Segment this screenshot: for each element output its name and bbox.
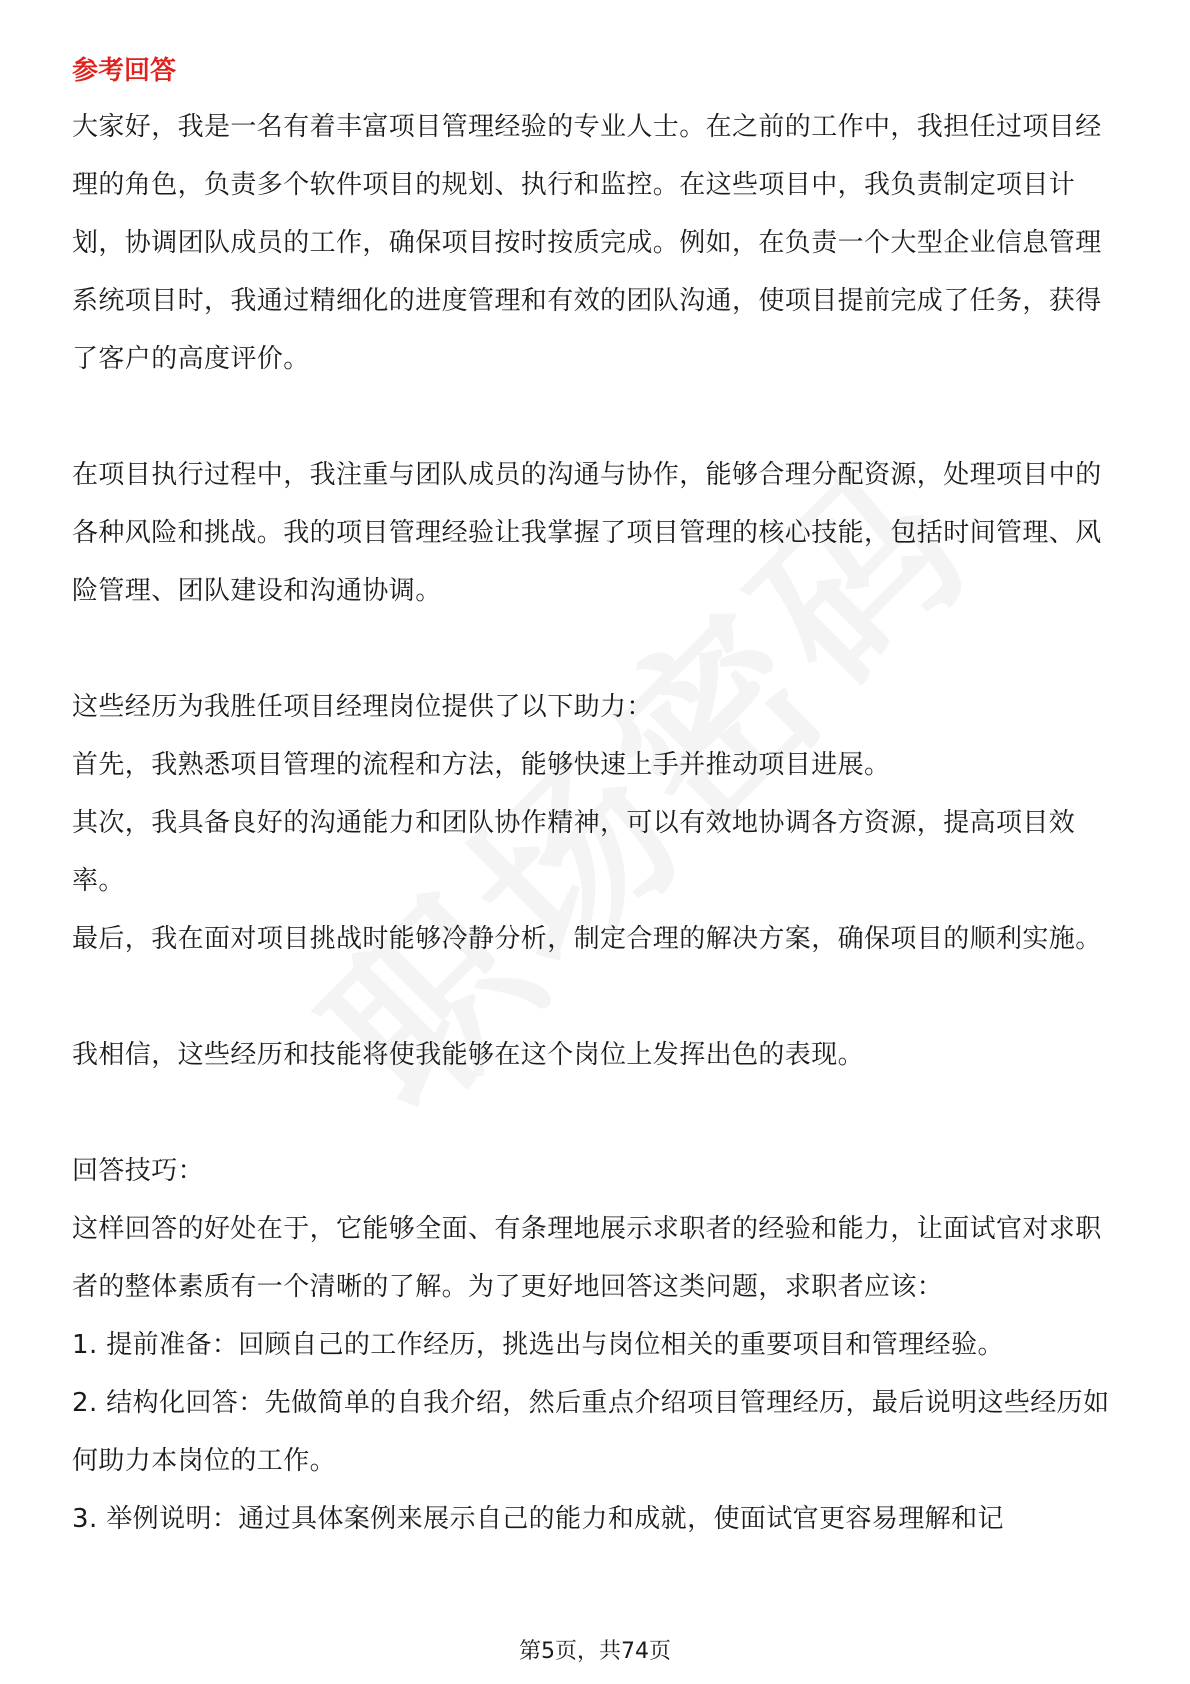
paragraph-gap [72,968,1122,1026]
answer-point-first: 首先，我熟悉项目管理的流程和方法，能够快速上手并推动项目进展。 [72,750,891,780]
tips-item-1: 1. 提前准备：回顾自己的工作经历，挑选出与岗位相关的重要项目和管理经验。 [72,1330,1004,1360]
paragraph-gap [72,1084,1122,1142]
tips-intro: 这样回答的好处在于，它能够全面、有条理地展示求职者的经验和能力，让面试官对求职者的整体素质有一个清晰的了解。为了更好地回答这类问题，求职者应该： [72,1214,1102,1302]
page-number: 第5页，共74页 [519,1639,671,1664]
page-content [72,52,1122,1548]
answer-paragraph-2: 在项目执行过程中，我注重与团队成员的沟通与协作，能够合理分配资源，处理项目中的各种风险和挑战。我的项目管理经验让我掌握了项目管理的核心技能，包括时间管理、风险管理、团队建设和沟通协调。 [72,460,1102,606]
paragraph-gap [72,388,1122,446]
answer-point-second: 其次，我具备良好的沟通能力和团队协作精神，可以有效地协调各方资源，提高项目效率。 [72,808,1076,896]
answer-closing: 我相信，这些经历和技能将使我能够在这个岗位上发挥出色的表现。 [72,1040,865,1070]
answer-point-last: 最后，我在面对项目挑战时能够冷静分析，制定合理的解决方案，确保项目的顺利实施。 [72,924,1102,954]
section-heading: 参考回答 [72,56,177,86]
tips-title: 回答技巧： [72,1156,205,1186]
paragraph-gap [72,620,1122,678]
tips-item-2: 2. 结构化回答：先做简单的自我介绍，然后重点介绍项目管理经历，最后说明这些经历如何助力本岗位的工作。 [72,1388,1110,1476]
answer-paragraph-1: 大家好，我是一名有着丰富项目管理经验的专业人士。在之前的工作中，我担任过项目经理的角色，负责多个软件项目的规划、执行和监控。在这些项目中，我负责制定项目计划，协调团队成员的工作，确保项目按时按质完成。例如，在负责一个大型企业信息管理系统项目时，我通过精细化的进度管理和有效的团队沟通，使项目提前完成了任务，获得了客户的高度评价。 [72,112,1102,374]
answer-intro-line: 这些经历为我胜任项目经理岗位提供了以下助力： [72,692,653,722]
tips-item-3: 3. 举例说明：通过具体案例来展示自己的能力和成就，使面试官更容易理解和记 [72,1504,1004,1534]
